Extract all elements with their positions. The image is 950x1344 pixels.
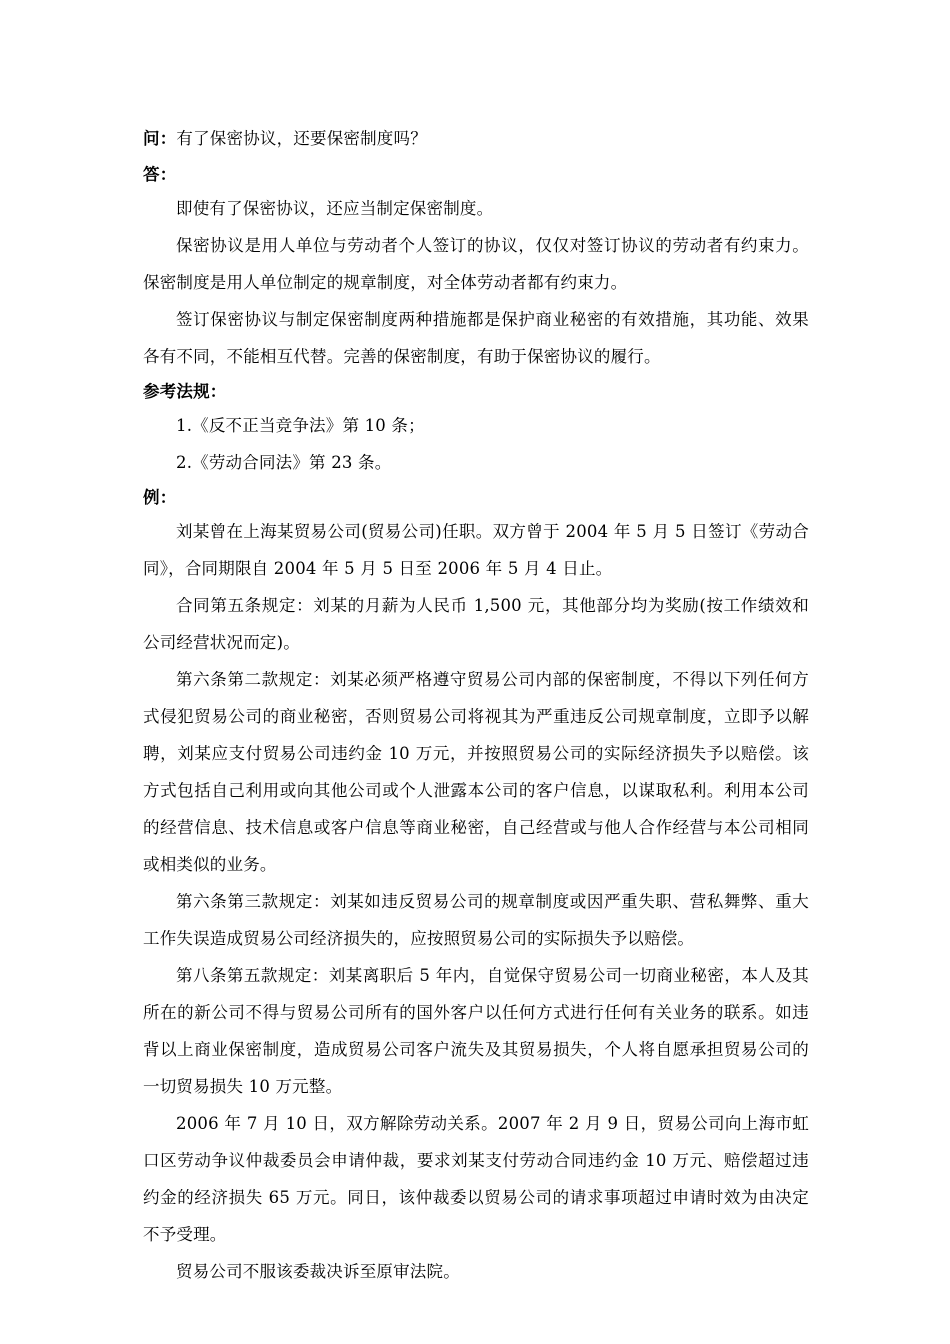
answer-label: 答： xyxy=(143,165,177,184)
answer-paragraph: 签订保密协议与制定保密制度两种措施都是保护商业秘密的有效措施，其功能、效果各有不同，不能相互代替。完善的保密制度，有助于保密协议的履行。 xyxy=(143,310,809,366)
example-paragraph: 2006 年 7 月 10 日，双方解除劳动关系。2007 年 2 月 9 日，贸易公司向上海市虹口区劳动争议仲裁委员会申请仲裁，要求刘某支付劳动合同违约金 10 万元、赔偿超过违约金的经济损失 65 万元。同日，该仲裁委以贸易公司的请求事项超过申请时效为由决定不予受理。 xyxy=(143,1114,809,1244)
example-paragraph: 第六条第二款规定：刘某必须严格遵守贸易公司内部的保密制度，不得以下列任何方式侵犯贸易公司的商业秘密，否则贸易公司将视其为严重违反公司规章制度，立即予以解聘，刘某应支付贸易公司违约金 10 万元，并按照贸易公司的实际经济损失予以赔偿。该方式包括自己利用或向其他公司或个人泄露本公司的客户信息，以谋取私利。利用本公司的经营信息、技术信息或客户信息等商业秘密，自己经营或与他人合作经营与本公司相同或相类似的业务。 xyxy=(143,670,809,874)
example-label: 例： xyxy=(143,488,177,507)
example-paragraph: 第六条第三款规定：刘某如违反贸易公司的规章制度或因严重失职、营私舞弊、重大工作失误造成贸易公司经济损失的，应按照贸易公司的实际损失予以赔偿。 xyxy=(143,892,809,948)
question-line xyxy=(143,124,809,154)
document-page xyxy=(143,124,809,1290)
references-label: 参考法规： xyxy=(143,382,227,401)
example-paragraph: 合同第五条规定：刘某的月薪为人民币 1,500 元，其他部分均为奖励(按工作绩效和公司经营状况而定)。 xyxy=(143,596,809,652)
example-paragraph: 刘某曾在上海某贸易公司(贸易公司)任职。双方曾于 2004 年 5 月 5 日签订《劳动合同》，合同期限自 2004 年 5 月 5 日至 2006 年 5 月 4 日止。 xyxy=(143,522,809,578)
answer-paragraph: 保密协议是用人单位与劳动者个人签订的协议，仅仅对签订协议的劳动者有约束力。保密制度是用人单位制定的规章制度，对全体劳动者都有约束力。 xyxy=(143,236,809,292)
reference-item: 2.《劳动合同法》第 23 条。 xyxy=(176,453,392,472)
example-paragraph: 贸易公司不服该委裁决诉至原审法院。 xyxy=(176,1262,460,1281)
example-paragraph: 第八条第五款规定：刘某离职后 5 年内，自觉保守贸易公司一切商业秘密，本人及其所在的新公司不得与贸易公司所有的国外客户以任何方式进行任何有关业务的联系。如违背以上商业保密制度，造成贸易公司客户流失及其贸易损失，个人将自愿承担贸易公司的一切贸易损失 10 万元整。 xyxy=(143,966,809,1096)
question-text: 有了保密协议，还要保密制度吗？ xyxy=(176,129,427,148)
reference-item: 1.《反不正当竞争法》第 10 条； xyxy=(176,416,425,435)
question-label: 问： xyxy=(143,129,177,148)
answer-paragraph: 即使有了保密协议，还应当制定保密制度。 xyxy=(176,199,494,218)
